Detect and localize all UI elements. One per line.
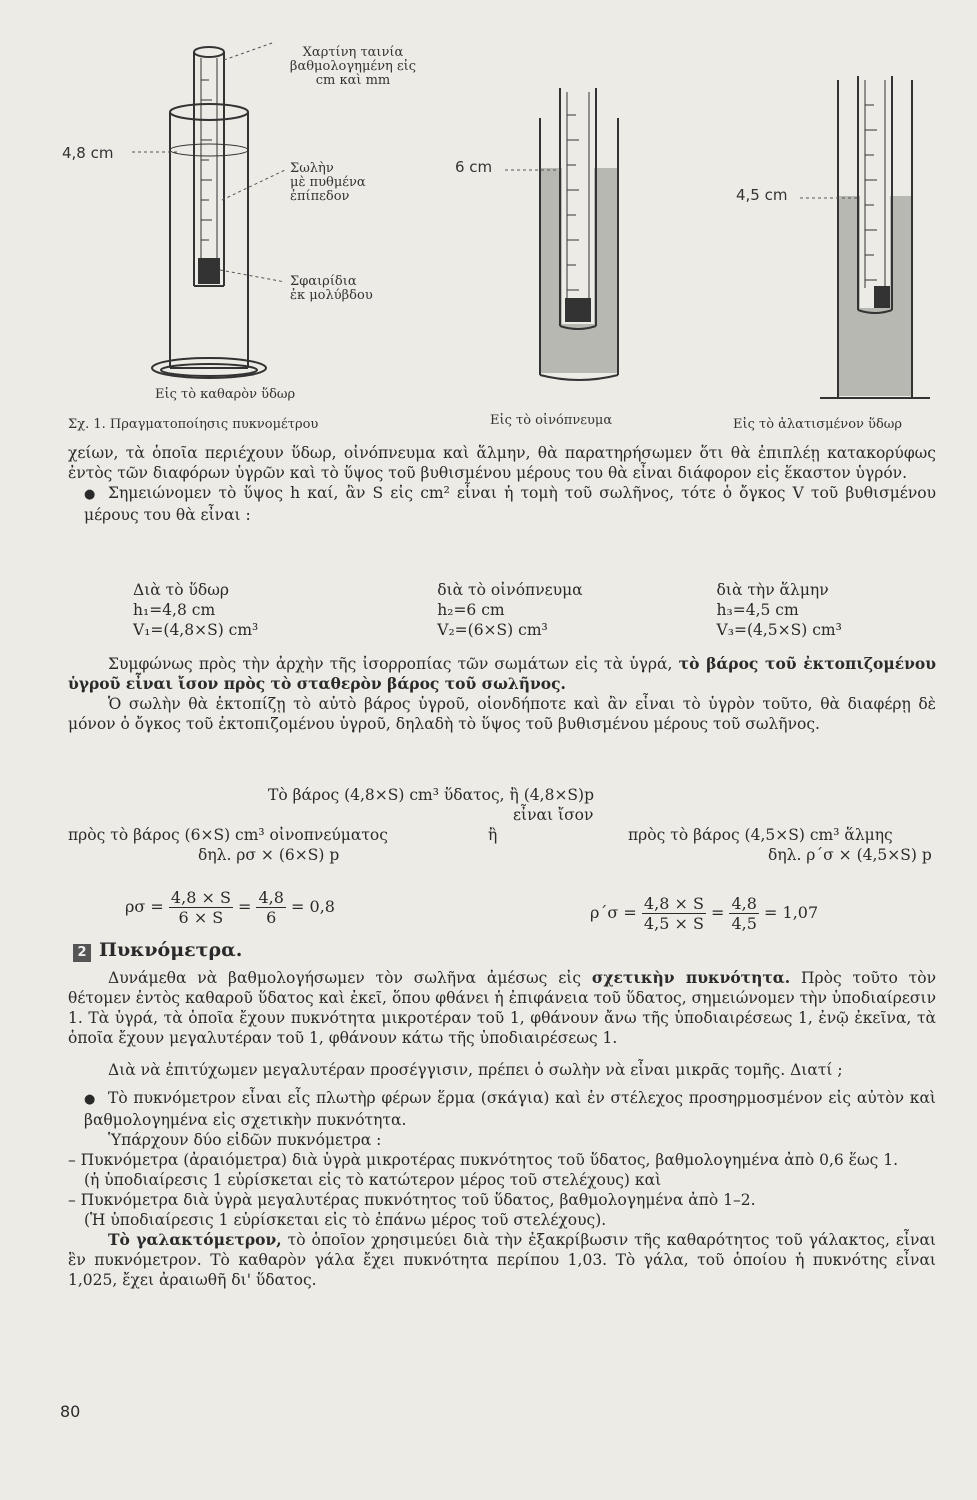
- equation-brine: ρ΄σ = $\frac{4,8 \times S}{4,5 \times S}$ = $\frac{4,8}{4,5}$ = 1,07: [590, 894, 819, 933]
- figure-caption: Σχ. 1. Πραγματοποίησις πυκνομέτρου: [68, 417, 319, 432]
- col-wine-h: h₂=6 cm: [437, 601, 505, 619]
- list-item-2: – Πυκνόμετρα διὰ ὑγρὰ μεγαλυτέρας πυκνότητος τοῦ ὕδατος, βαθμολογημένα ἀπὸ 1–2.: [68, 1191, 756, 1209]
- label-lead-line-2: ἐκ μολύβδου: [290, 288, 373, 303]
- col-brine-h: h₃=4,5 cm: [716, 601, 799, 619]
- paragraph-6: Διὰ νὰ ἐπιτύχωμεν μεγαλυτέραν προσέγγισιν, πρέπει ὁ σωλὴν νὰ εἶναι μικρᾶς τομῆς. Διατί ;: [108, 1061, 843, 1079]
- label-strip-line-2: βαθμολογημένη εἰς: [289, 59, 417, 74]
- label-tube-line-3: ἐπίπεδον: [290, 189, 350, 204]
- weights-line-3-c: πρὸς τὸ βάρος (4,5×S) cm³ ἅλμης: [628, 826, 893, 844]
- cylinder-water-drawing: [152, 47, 266, 378]
- lead-shot-brine: [874, 286, 890, 308]
- weights-line-4-a: δηλ. ρσ × (6×S) p: [198, 846, 340, 864]
- eq2-frac-1: $\frac{4,8 \times S}{4,5 \times S}$: [643, 894, 704, 933]
- paragraph-1: χείων, τὰ ὁποῖα περιέχουν ὕδωρ, οἰνόπνευμα καὶ ἅλμην, θὰ παρατηρήσωμεν ὅτι θὰ ἐπιπλέῃ κατακορύφως ἐντὸς τῶν διαφόρων ὑγρῶν καὶ τὸ ὕψος τοῦ βυθισμένου μέρους του θὰ εἶναι διάφορον εἰς ἕκαστον ὑγρόν.: [68, 444, 936, 482]
- lead-shot-water: [198, 258, 220, 284]
- paragraph-7: ● Τὸ πυκνόμετρον εἶναι εἷς πλωτὴρ φέρων ἕρμα (σκάγια) καὶ ἐν στέλεχος προσηρμοσμένον εἰς αὐτὸν καὶ βαθμολογημένα εἰς σχετικὴν πυκνότητα.: [68, 1088, 936, 1130]
- label-tube-line-2: μὲ πυθμένα: [290, 175, 366, 190]
- list-item-2-note: (Ἡ ὑποδιαίρεσις 1 εὑρίσκεται εἰς τὸ ἐπάνω μέρος τοῦ στελέχους).: [84, 1211, 607, 1229]
- col-water: [68, 580, 432, 640]
- weights-line-2: εἶναι ἴσον: [513, 806, 594, 824]
- weights-block: [68, 785, 936, 865]
- weights-line-4-b: δηλ. ρ΄σ × (4,5×S) p: [768, 846, 932, 864]
- columns-row: [68, 580, 936, 640]
- weights-line-4: [68, 845, 936, 865]
- paragraph-5-bold: σχετικὴν πυκνότητα.: [591, 968, 791, 987]
- principle-text: [68, 654, 936, 734]
- height-wine-label: 6 cm: [455, 158, 493, 176]
- col-water-v: V₁=(4,8×S) cm³: [133, 621, 259, 639]
- height-brine-label: 4,5 cm: [736, 186, 788, 204]
- col-wine: [432, 580, 716, 640]
- paragraph-3-a: Συμφώνως πρὸς τὴν ἀρχὴν τῆς ἰσορροπίας τῶν σωμάτων εἰς τὰ ὑγρά,: [108, 655, 673, 673]
- weights-line-3: [68, 825, 936, 845]
- paragraph-5: Δυνάμεθα νὰ βαθμολογήσωμεν τὸν σωλῆνα ἀμέσως εἰς σχετικὴν πυκνότητα. Πρὸς τοῦτο τὸν θέτομεν ἐντὸς καθαροῦ ὕδατος καὶ ἐκεῖ, ὅπου φθάνει ἡ ἐπιφάνεια τοῦ ὕδατος, σημειώνομεν τὴν ὑποδιαίρεσιν 1. Τὰ ὑγρά, τὰ ὁποῖα ἔχουν πυκνότητα μικροτέραν τοῦ 1, φθάνουν ἄνω τῆς ὑποδιαιρέσεως 1, ἐνῷ ἐκεῖνα, τὰ ὁποῖα ἔχουν μεγαλυτέραν τοῦ 1, φθάνουν κάτω τῆς ὑποδιαιρέσεως 1.: [68, 968, 936, 1047]
- eq1-result: = 0,8: [291, 897, 335, 916]
- eq1-frac-2: $\frac{4,8}{6}$: [258, 888, 284, 927]
- label-tube: [290, 162, 366, 204]
- label-strip-line-3: cm καὶ mm: [315, 73, 391, 88]
- label-strip: [278, 46, 428, 88]
- body-text: [68, 443, 936, 525]
- paragraph-9-bold: Τὸ γαλακτόμετρον,: [108, 1230, 282, 1249]
- weights-line-3-b: ἢ: [488, 826, 498, 844]
- section-title: Πυκνόμετρα.: [99, 939, 243, 961]
- section-number: 2: [73, 944, 91, 962]
- paragraph-4: Ὁ σωλὴν θὰ ἐκτοπίζῃ τὸ αὐτὸ βάρος ὑγροῦ, οἱονδήποτε καὶ ἂν εἶναι τὸ ὑγρὸν τοῦτο, θὰ διαφέρῃ δὲ μόνον ὁ ὄγκος τοῦ ἐκτοπιζομένου ὑγροῦ, δηλαδὴ τὸ ὕψος τοῦ βυθισμένου μέρους τοῦ σωλῆνος.: [68, 695, 936, 733]
- section-heading: [73, 940, 936, 962]
- col-wine-title: διὰ τὸ οἰνόπνευμα: [437, 581, 583, 599]
- paragraph-8: Ὑπάρχουν δύο εἰδῶν πυκνόμετρα :: [108, 1131, 382, 1149]
- eq1-lhs: ρσ =: [125, 897, 164, 916]
- col-brine: [717, 580, 936, 640]
- col-brine-title: διὰ τὴν ἅλμην: [716, 581, 829, 599]
- col-wine-v: V₂=(6×S) cm³: [437, 621, 548, 639]
- eq2-result: = 1,07: [764, 903, 819, 922]
- comparison-columns: [68, 580, 936, 640]
- section-hydrometers: [68, 940, 936, 1290]
- caption-water: Εἰς τὸ καθαρὸν ὕδωρ: [155, 387, 296, 402]
- lead-shot-wine: [565, 298, 591, 322]
- eq2-frac-2: $\frac{4,8}{4,5}$: [731, 894, 757, 933]
- figure-drawing: [0, 0, 977, 440]
- paragraph-3-bold: τὸ βάρος τοῦ ἐκτοπιζομένου ὑγροῦ εἶναι ἴσον πρὸς τὸ σταθερὸν βάρος τοῦ σωλῆνος.: [68, 654, 937, 693]
- label-strip-line-1: Χαρτίνη ταινία: [302, 45, 404, 60]
- page-number: 80: [60, 1402, 81, 1421]
- caption-wine: Εἰς τὸ οἰνόπνευμα: [490, 413, 613, 428]
- caption-brine: Εἰς τὸ ἁλατισμένον ὕδωρ: [733, 417, 903, 432]
- list-item-1: – Πυκνόμετρα (ἀραιόμετρα) διὰ ὑγρὰ μικροτέρας πυκνότητος τοῦ ὕδατος, βαθμολογημένα ἀπὸ 0,6 ἕως 1.: [68, 1151, 899, 1169]
- col-water-h: h₁=4,8 cm: [133, 601, 216, 619]
- label-lead: [290, 275, 373, 303]
- height-water-label: 4,8 cm: [62, 144, 114, 162]
- paragraph-2: ● Σημειώνομεν τὸ ὕψος h καί, ἂν S εἰς cm² εἶναι ἡ τομὴ τοῦ σωλῆνος, τότε ὁ ὄγκος V τοῦ βυθισμένου μέρους του θὰ εἶναι :: [68, 483, 936, 525]
- label-tube-line-1: Σωλὴν: [290, 161, 334, 176]
- equation-wine: ρσ = $\frac{4,8 \times S}{6 \times S}$ = $\frac{4,8}{6}$ = 0,8: [125, 888, 335, 927]
- figure-hydrometer: [0, 0, 977, 440]
- col-brine-v: V₃=(4,5×S) cm³: [716, 621, 842, 639]
- paragraph-9: Τὸ γαλακτόμετρον, τὸ ὁποῖον χρησιμεύει διὰ τὴν ἐξακρίβωσιν τῆς καθαρότητος τοῦ γάλακτος, εἶναι ἓν πυκνόμετρον. Τὸ καθαρὸν γάλα ἔχει πυκνότητα περίπου 1,03. Τὸ γάλα, τοῦ ὁποίου ἡ πυκνότης εἶναι 1,025, ἔχει ἀραιωθῆ δι' ὕδατος.: [68, 1230, 937, 1289]
- col-water-title: Διὰ τὸ ὕδωρ: [133, 581, 230, 599]
- weights-line-3-a: πρὸς τὸ βάρος (6×S) cm³ οἰνοπνεύματος: [68, 826, 388, 844]
- eq1-frac-1: $\frac{4,8 \times S}{6 \times S}$: [170, 888, 231, 927]
- paragraph-3: [68, 654, 936, 694]
- list-item-1-note: (ἡ ὑποδιαίρεσις 1 εὑρίσκεται εἰς τὸ κατώτερον μέρος τοῦ στελέχους) καὶ: [84, 1171, 662, 1189]
- weights-line-1: Τὸ βάρος (4,8×S) cm³ ὕδατος, ἢ (4,8×S)p: [268, 786, 595, 804]
- eq2-lhs: ρ΄σ =: [590, 903, 637, 922]
- label-lead-line-1: Σφαιρίδια: [290, 274, 357, 289]
